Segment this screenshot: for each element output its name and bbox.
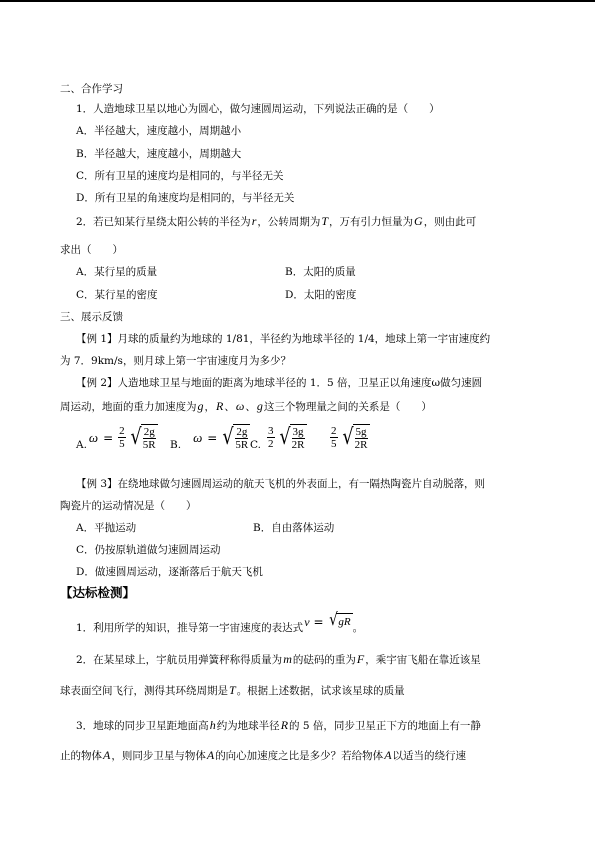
var-F: F <box>356 652 365 666</box>
section-title-cooperative: 二、合作学习 <box>60 83 123 95</box>
ex2-sep-1: ， <box>204 401 215 413</box>
var-m: m <box>283 652 292 666</box>
example3-line2: 陶瓷片的运动情况是（ ） <box>60 500 197 512</box>
radical-icon: √ <box>130 424 142 450</box>
example3-option-b: B．自由落体运动 <box>253 522 335 534</box>
example2-option-d <box>328 424 372 451</box>
test-q2-text-2: 的砝码的重为 <box>292 654 356 666</box>
radicand-fraction <box>353 424 370 451</box>
q1-option-b: B．半径越大，速度越小，周期越大 <box>76 148 242 160</box>
section-title-test: 【达标检测】 <box>60 585 136 600</box>
var-T: T <box>321 214 329 228</box>
option-label: A. <box>76 439 87 451</box>
radicand-gR: gR <box>336 613 352 629</box>
radical-icon: √ <box>278 424 291 450</box>
radical-icon: √ <box>341 424 354 450</box>
radicand-fraction <box>290 424 307 451</box>
radicand-fraction <box>233 424 250 451</box>
radical-icon: √ <box>222 424 234 450</box>
omega-symbol: ω <box>88 429 99 445</box>
ex2-sep-3: 、 <box>245 401 256 413</box>
test-q3-text-4: 止的物体 <box>60 750 102 762</box>
equals-sign: = <box>313 615 324 629</box>
test-q3-line1 <box>76 718 481 733</box>
fraction-numerator: 3 <box>268 425 274 437</box>
fraction-numerator: 2 <box>331 425 337 437</box>
top-rule <box>0 0 595 2</box>
q2-option-a: A．某行星的质量 <box>76 266 158 278</box>
var-omega: ω <box>235 399 245 413</box>
test-q3-text-3: 的 5 倍，同步卫星正下方的地面上有一静 <box>289 720 481 732</box>
test-q3-text-1: 3．地球的同步卫星距地面高 <box>76 720 209 732</box>
example1-line2: 为 7．9km/s，则月球上第一宇宙速度月为多少？ <box>60 355 291 367</box>
var-A: A <box>103 748 111 762</box>
equals-sign: = <box>103 430 114 445</box>
fraction-denominator: 2 <box>268 438 274 450</box>
ex2-sep-2: 、 <box>224 401 235 413</box>
q2-stem <box>76 214 476 229</box>
example3-option-c: C．仍按原轨道做匀速圆周运动 <box>76 544 221 556</box>
test-q2-text-5: 。根据上述数据，试求该星球的质量 <box>236 685 405 697</box>
radicand-numerator: 2g <box>143 426 155 438</box>
radicand-fraction <box>141 424 158 451</box>
q2-option-b: B．太阳的质量 <box>285 266 356 278</box>
test-q2-text-4: 球表面空间飞行，测得其环绕周期是 <box>60 685 228 697</box>
q2-stem-line2: 求出（ ） <box>60 244 123 256</box>
example3-option-a: A．平抛运动 <box>76 522 137 534</box>
test-q2-line2 <box>60 683 405 698</box>
q1-option-a: A．半径越大，速度越小，周期越小 <box>76 125 242 137</box>
option-label: B. <box>170 439 182 451</box>
example1-line1: 【例 1】月球的质量约为地球的 1/81，半径约为地球半径的 1/4，地球上第一宇宙速度约 <box>76 333 491 345</box>
example2-option-c <box>250 424 309 451</box>
example3-option-d: D．做速圆周运动，逐渐落后于航天飞机 <box>76 566 263 578</box>
var-T-2: T <box>229 683 236 697</box>
test-q3-text-5: ，则同步卫星与物体 <box>111 750 206 762</box>
test-q3-line2 <box>60 748 466 763</box>
square-root <box>341 424 372 451</box>
test-q1-text-2: 。 <box>352 622 364 634</box>
square-root <box>129 424 160 451</box>
var-G: G <box>414 214 423 228</box>
q2-option-d: D．太阳的密度 <box>285 289 357 301</box>
test-q3-text-7: 以适当的绕行速 <box>392 750 467 762</box>
square-root <box>221 424 252 451</box>
square-root <box>278 424 309 451</box>
radicand-numerator: 2g <box>236 426 248 438</box>
fraction-denominator: 5 <box>331 438 337 450</box>
option-label: C. <box>250 439 261 451</box>
ex2-text-2: 这三个物理量之间的关系是（ ） <box>263 401 432 413</box>
coefficient-fraction <box>267 425 275 450</box>
q1-stem: 1．人造地球卫星以地心为圆心，做匀速圆周运动，下列说法正确的是（ ） <box>76 103 440 115</box>
omega-symbol: ω <box>193 429 203 445</box>
var-v: v <box>304 615 310 629</box>
radicand-numerator: 3g <box>292 426 304 438</box>
test-q2-text-3: ，乘宇宙飞船在靠近该星 <box>365 654 481 666</box>
test-q2-line1 <box>76 652 481 667</box>
var-R: R <box>216 399 224 413</box>
var-h: h <box>209 718 216 732</box>
coefficient-fraction <box>118 425 126 450</box>
q2-text-4: ，则由此可 <box>423 216 477 228</box>
test-q3-text-2: 约为地球半径 <box>216 720 280 732</box>
radicand-numerator: 5g <box>355 426 367 438</box>
radicand-denominator: 5R <box>142 439 156 451</box>
section-title-feedback: 三、展示反馈 <box>60 311 123 323</box>
example2-option-b <box>170 424 252 451</box>
q2-text-3: ，万有引力恒量为 <box>329 216 414 228</box>
fraction-denominator: 5 <box>119 438 125 450</box>
q2-text-1: 2．若已知某行星绕太阳公转的半径为 <box>76 216 251 228</box>
test-q1 <box>76 610 364 635</box>
var-g-2: g <box>256 399 263 413</box>
q1-option-d: D．所有卫星的角速度均是相同的，与半径无关 <box>76 192 295 204</box>
test-q1-text-1: 1．利用所学的知识，推导第一宇宙速度的表达式 <box>76 622 304 634</box>
var-A-3: A <box>384 748 392 762</box>
var-R-2: R <box>280 718 289 732</box>
var-g: g <box>197 399 204 413</box>
radicand-denominator: 5R <box>235 439 249 451</box>
q1-option-c: C．所有卫星的速度均是相同的，与半径无关 <box>76 170 284 182</box>
example2-line2 <box>60 399 432 414</box>
fraction-numerator: 2 <box>119 425 125 437</box>
test-q2-text-1: 2．在某星球上，宇航员用弹簧秤称得质量为 <box>76 654 283 666</box>
equals-sign: = <box>207 430 218 445</box>
example2-option-a <box>76 424 160 451</box>
example2-line1: 【例 2】人造地球卫星与地面的距离为地球半径的 1．5 倍，卫星正以角速度ω做匀速圆 <box>76 377 483 389</box>
q2-option-c: C．某行星的密度 <box>76 289 158 301</box>
radicand-denominator: 2R <box>291 439 305 451</box>
radicand-denominator: 2R <box>354 439 368 451</box>
q2-text-2: ，公转周期为 <box>257 216 321 228</box>
test-q3-text-6: 的向心加速度之比是多少？若给物体 <box>215 750 384 762</box>
ex2-text-1: 周运动，地面的重力加速度为 <box>60 401 197 413</box>
square-root <box>328 612 353 629</box>
var-r: r <box>251 214 257 228</box>
radical-icon: √ <box>328 610 338 630</box>
var-A-2: A <box>206 748 215 762</box>
example3-line1: 【例 3】在绕地球做匀速圆周运动的航天飞机的外表面上，有一隔热陶瓷片自动脱落，则 <box>76 478 486 490</box>
coefficient-fraction <box>330 425 338 450</box>
